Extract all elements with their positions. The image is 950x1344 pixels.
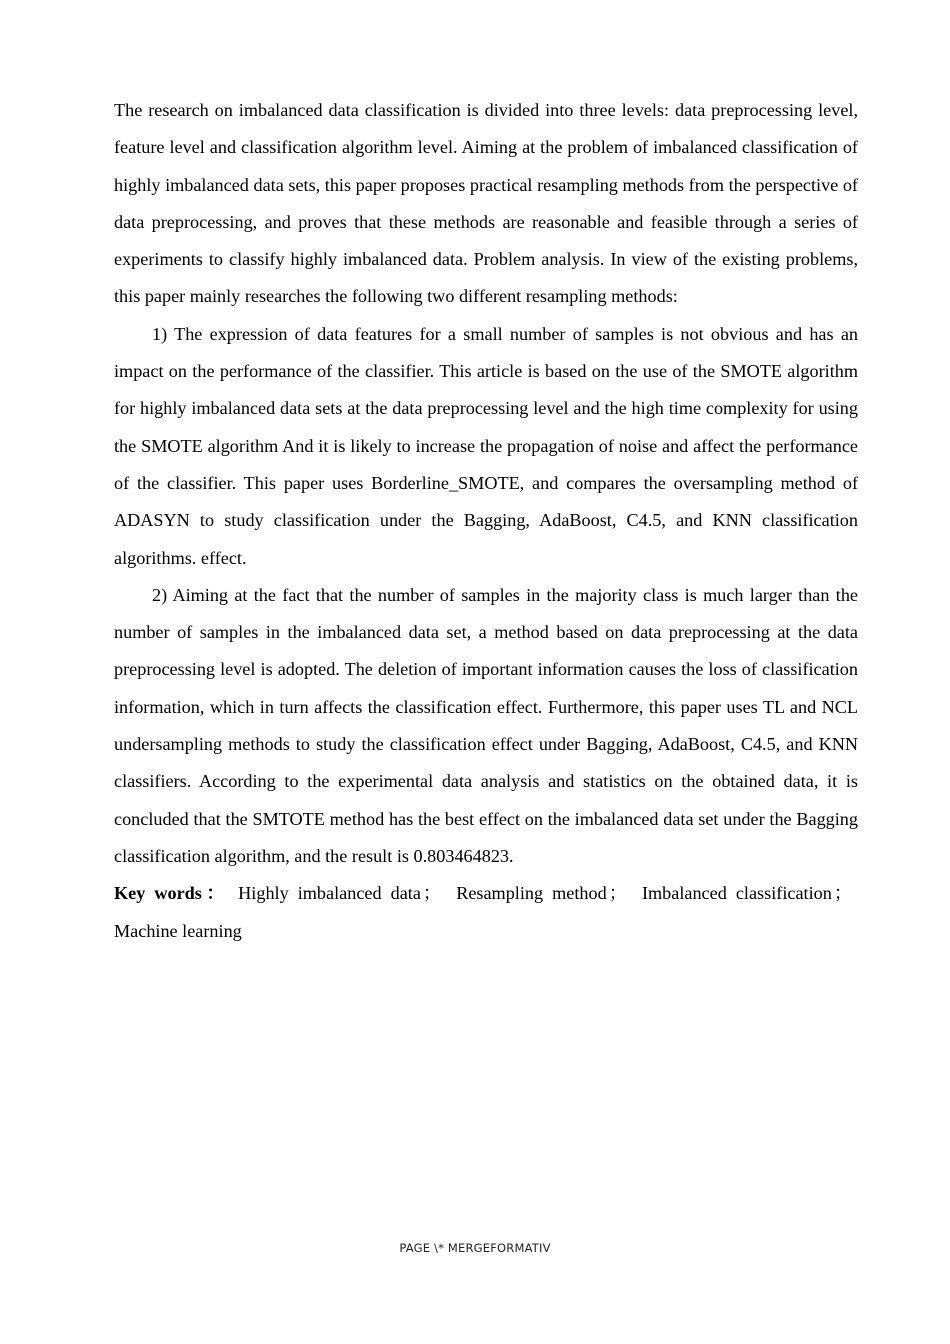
abstract-paragraph-point-1: 1) The expression of data features for a small number of samples is not obvious and has an impact on the performance of the classifier. This article is based on the use of the SMOTE algorithm for highly imbalanced data sets at the data preprocessing level and the high time complexity for using the SMOTE algorithm And it is likely to increase the propagation of noise and affect the performance of the classifier. This paper uses Borderline_SMOTE, and compares the oversampling method of ADASYN to study classification under the Bagging, AdaBoost, C4.5, and KNN classification algorithms. effect. bbox=[114, 323, 858, 568]
page-footer-field: PAGE \* MERGEFORMATIV bbox=[399, 1241, 551, 1255]
abstract-body bbox=[114, 92, 858, 950]
abstract-paragraph-intro: The research on imbalanced data classification is divided into three levels: data preprocessing level, feature level and classification algorithm level. Aiming at the problem of imbalanced classification of highly imbalanced data sets, this paper proposes practical resampling methods from the perspective of data preprocessing, and proves that these methods are reasonable and feasible through a series of experiments to classify highly imbalanced data. Problem analysis. In view of the existing problems, this paper mainly researches the following two different resampling methods: bbox=[114, 100, 858, 307]
keyword-item: Machine learning bbox=[114, 920, 242, 941]
keyword-separator: ； bbox=[422, 883, 442, 904]
keywords-label: Key words： bbox=[114, 883, 230, 904]
keyword-separator: ； bbox=[608, 883, 627, 904]
keyword-separator: ； bbox=[833, 883, 853, 904]
abstract-paragraph-point-2: 2) Aiming at the fact that the number of samples in the majority class is much larger than the number of samples in the imbalanced data set, a method based on data preprocessing at the data preprocessing level is adopted. The deletion of important information causes the loss of classification information, which in turn affects the classification effect. Furthermore, this paper uses TL and NCL undersampling methods to study the classification effect under Bagging, AdaBoost, C4.5, and KNN classifiers. According to the experimental data analysis and statistics on the obtained data, it is concluded that the SMTOTE method has the best effect on the imbalanced data set under the Bagging classification algorithm, and the result is 0.803464823. bbox=[114, 584, 858, 866]
keywords-line bbox=[114, 875, 858, 950]
keyword-item: Highly imbalanced data bbox=[238, 883, 421, 904]
keyword-item: Imbalanced classification bbox=[641, 883, 832, 904]
keyword-item: Resampling method bbox=[456, 883, 607, 904]
